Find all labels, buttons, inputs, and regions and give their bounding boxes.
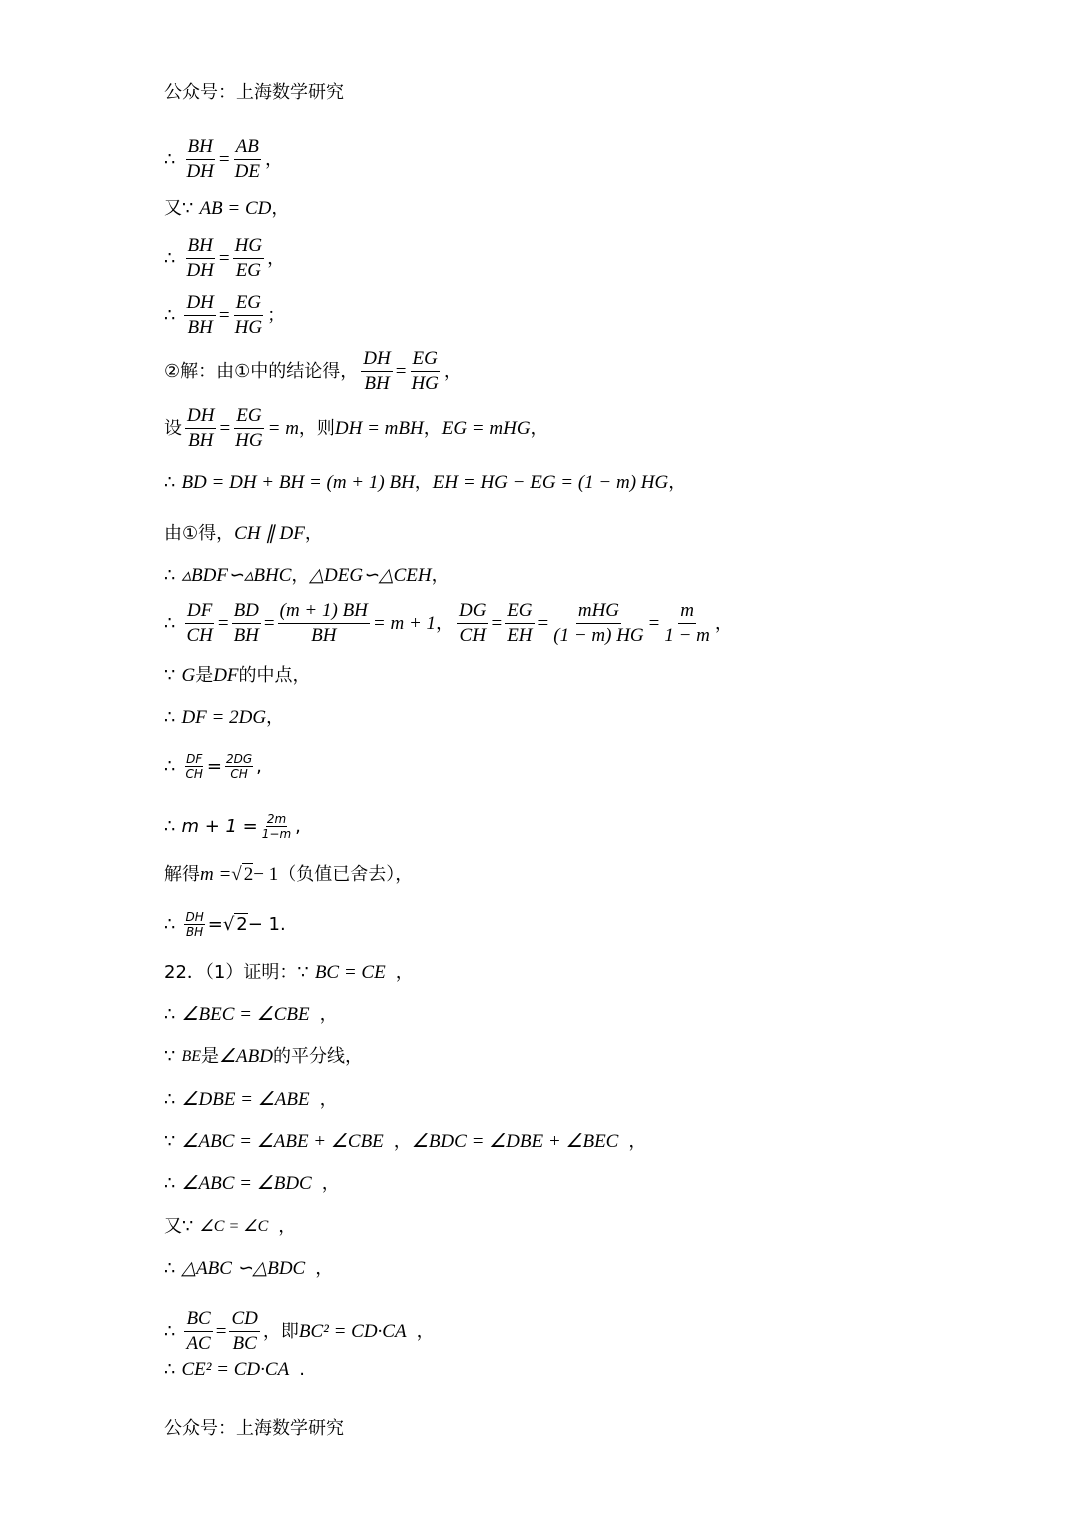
therefore-symbol: ∴ <box>164 815 176 837</box>
fraction: $\frac{2m}{1-m}$ <box>261 812 292 841</box>
fraction: $\frac{\text{mHG}}{(1 - m) HG}$ <box>553 600 644 646</box>
because-symbol: ∵ <box>182 1216 194 1237</box>
fraction: $\frac{BH}{DH}$ <box>186 235 214 281</box>
therefore-symbol: ∴ <box>164 1173 176 1194</box>
because-symbol: ∵ <box>297 962 309 983</box>
fraction: $\frac{EG}{HG}$ <box>411 348 439 394</box>
fraction: $\frac{2DG}{CH}$ <box>225 752 253 781</box>
fraction: $\frac{DH}{BH}$ <box>185 910 204 939</box>
therefore-symbol: ∴ <box>164 913 176 935</box>
therefore-symbol: ∴ <box>164 1258 176 1279</box>
proof-line: ∴ $\frac{DF}{CH}$ = $\frac{BD}{BH}$ = $\frac{(m + 1) BH}{BH}$ = m + 1 ， $\frac{DG}{CH}$ = $\frac{EG}{EH}$ = $\frac{\text{mHG}}{(1 - m) HG}$ = $\frac{m}{1 - m}$ ， <box>164 600 733 646</box>
fraction: $\frac{HG}{EG}$ <box>234 235 263 281</box>
fraction: $\frac{BC}{AC}$ <box>186 1308 211 1354</box>
proof-line: ∴ $\frac{BH}{DH}$ = $\frac{AB}{DE}$ ， <box>164 136 283 182</box>
fraction: $\frac{EG}{HG}$ <box>234 292 263 338</box>
proof-line: ∴ ∠ABC = ∠BDC ， <box>164 1173 340 1194</box>
proof-line: ∴ $\frac{DH}{BH}$ = √ 2 − 1. <box>164 910 286 939</box>
therefore-symbol: ∴ <box>164 247 176 269</box>
fraction: $\frac{(m + 1) BH}{BH}$ <box>279 600 368 646</box>
proof-line: ∴ BD = DH + BH = (m + 1) BH ， EH = HG − EG = (1 − m) HG ， <box>164 472 687 493</box>
proof-line: ∵ BE 是 ∠ABD 的平分线， <box>164 1046 363 1067</box>
because-symbol: ∵ <box>164 1131 176 1152</box>
therefore-symbol: ∴ <box>164 565 176 586</box>
because-symbol: ∵ <box>182 198 194 219</box>
proof-line: 22．（1）证明： ∵ BC = CE ， <box>164 962 414 983</box>
proof-line: 由①得， CH ∥ DF ， <box>164 523 323 544</box>
proof-line: ∴ $\frac{DF}{CH}$ = $\frac{2DG}{CH}$ , <box>164 752 262 781</box>
footer-watermark: 公众号：上海数学研究 <box>164 1418 344 1439</box>
because-symbol: ∵ <box>164 1046 176 1067</box>
proof-line: ∴ CE² = CD·CA . <box>164 1359 305 1380</box>
math-expression: AB = CD <box>199 198 272 219</box>
fraction: $\frac{EG}{EH}$ <box>507 600 533 646</box>
therefore-symbol: ∴ <box>164 755 176 777</box>
proof-line: 设 $\frac{DH}{BH}$ = $\frac{EG}{HG}$ = m ，则 DH = mBH ， EG = mHG ， <box>164 405 549 451</box>
proof-line: ∴ $\frac{BH}{DH}$ = $\frac{HG}{EG}$ ， <box>164 235 286 281</box>
fraction: $\frac{DF}{CH}$ <box>185 752 203 781</box>
proof-line: 解得 m = √ 2 − 1 （负值已舍去）， <box>164 863 414 885</box>
proof-line: ∵ G 是 DF 的中点， <box>164 665 311 686</box>
fraction: $\frac{BD}{BH}$ <box>233 600 259 646</box>
fraction: $\frac{DF}{CH}$ <box>186 600 213 646</box>
fraction: $\frac{DH}{BH}$ <box>187 405 215 451</box>
fraction: $\frac{BH}{DH}$ <box>186 136 214 182</box>
proof-line: ∴ ∠DBE = ∠ABE ， <box>164 1089 338 1110</box>
proof-line: 又 ∵ AB = CD ， <box>164 198 290 219</box>
proof-line: ∴ $\frac{BC}{AC}$ = $\frac{CD}{BC}$ ，即 BC² = CD·CA ， <box>164 1308 435 1354</box>
therefore-symbol: ∴ <box>164 1089 176 1110</box>
proof-line: ②解：由①中的结论得， $\frac{DH}{BH}$ = $\frac{EG}{HG}$ ， <box>164 348 462 394</box>
proof-line: 又 ∵ ∠C = ∠C ， <box>164 1216 297 1237</box>
therefore-symbol: ∴ <box>164 472 176 493</box>
proof-line: ∴ DF = 2DG ， <box>164 707 285 728</box>
sqrt-radicand: 2 <box>243 864 254 885</box>
proof-line: ∴ ∠BEC = ∠CBE ， <box>164 1004 338 1025</box>
because-symbol: ∵ <box>164 665 176 686</box>
therefore-symbol: ∴ <box>164 1320 176 1342</box>
fraction: $\frac{DH}{BH}$ <box>363 348 391 394</box>
proof-line: ∴ m + 1 = $\frac{2m}{1-m}$ , <box>164 812 301 841</box>
therefore-symbol: ∴ <box>164 1004 176 1025</box>
proof-line: ∴ $\frac{DH}{BH}$ = $\frac{EG}{HG}$ ； <box>164 292 286 338</box>
fraction: $\frac{CD}{BC}$ <box>231 1308 258 1354</box>
therefore-symbol: ∴ <box>164 148 176 170</box>
therefore-symbol: ∴ <box>164 707 176 728</box>
fraction: $\frac{EG}{HG}$ <box>235 405 263 451</box>
sqrt-radicand: 2 <box>236 914 248 935</box>
fraction: $\frac{DH}{BH}$ <box>186 292 214 338</box>
fraction: $\frac{AB}{DE}$ <box>234 136 260 182</box>
therefore-symbol: ∴ <box>164 304 176 326</box>
proof-line: ∴ ▵BDF∽▵BHC ， △DEG∽△CEH ， <box>164 565 450 586</box>
header-watermark: 公众号：上海数学研究 <box>164 82 344 103</box>
proof-line: ∴ △ABC ∽△BDC ， <box>164 1258 334 1279</box>
fraction: $\frac{m}{1 - m}$ <box>664 600 710 646</box>
fraction: $\frac{DG}{CH}$ <box>459 600 487 646</box>
proof-line: ∵ ∠ABC = ∠ABE + ∠CBE ， ∠BDC = ∠DBE + ∠BEC ， <box>164 1131 647 1152</box>
therefore-symbol: ∴ <box>164 1359 176 1380</box>
therefore-symbol: ∴ <box>164 612 176 634</box>
